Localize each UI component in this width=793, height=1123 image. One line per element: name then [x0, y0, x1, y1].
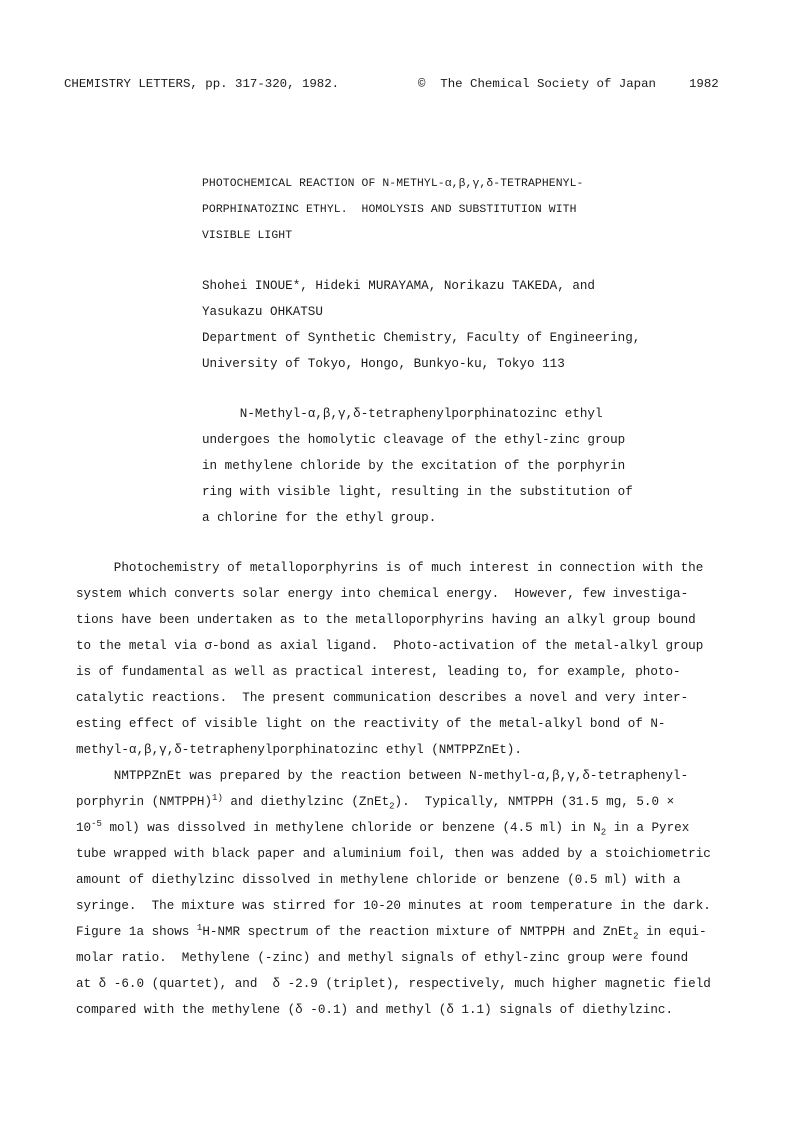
body-text-line: syringe. The mixture was stirred for 10-20 minutes at room temperature in the dark.: [76, 899, 711, 913]
body-text-line: tions have been undertaken as to the metalloporphyrins having an alkyl group bound: [76, 613, 696, 627]
abstract-line: N-Methyl-α,β,γ,δ-tetraphenylporphinatozinc ethyl: [202, 407, 603, 421]
reference-marker: 1): [212, 792, 223, 803]
abstract-line: undergoes the homolytic cleavage of the ethyl-zinc group: [202, 433, 626, 447]
author-line: Shohei INOUE*, Hideki MURAYAMA, Norikazu TAKEDA, and: [202, 279, 595, 293]
abstract-line: a chlorine for the ethyl group.: [202, 511, 437, 525]
body-text-line: tube wrapped with black paper and aluminium foil, then was added by a stoichiometric: [76, 847, 711, 861]
body-text-line: porphyrin (NMTPPH)$^{1)}$ and diethylzinc (ZnEt$_2$). Typically, NMTPPH (31.5 mg, 5.0 ×: [76, 792, 675, 812]
paper-title-line: PHOTOCHEMICAL REACTION OF N-METHYL-α,β,γ,δ-TETRAPHENYL-: [202, 178, 584, 190]
body-text-line: NMTPPZnEt was prepared by the reaction between N-methyl-α,β,γ,δ-tetraphenyl-: [76, 769, 689, 783]
body-text-line: to the metal via σ-bond as axial ligand. Photo-activation of the metal-alkyl group: [76, 639, 704, 653]
paper-title-line: VISIBLE LIGHT: [202, 230, 293, 242]
body-text-line: esting effect of visible light on the reactivity of the metal-alkyl bond of N-: [76, 717, 666, 731]
body-text-line: is of fundamental as well as practical interest, leading to, for example, photo-: [76, 665, 681, 679]
affiliation-line: Department of Synthetic Chemistry, Faculty of Engineering,: [202, 331, 641, 345]
body-text-line: catalytic reactions. The present communication describes a novel and very inter-: [76, 691, 689, 705]
body-text-line: $10^{-5}$ mol) was dissolved in methylene chloride or benzene (4.5 ml) in $N_2$ in a Pyrex: [76, 818, 690, 838]
body-text-line: methyl-α,β,γ,δ-tetraphenylporphinatozinc ethyl (NMTPPZnEt).: [76, 743, 522, 757]
body-text-line: compared with the methylene (δ -0.1) and methyl (δ 1.1) signals of diethylzinc.: [76, 1003, 674, 1017]
body-text-line: at δ -6.0 (quartet), and δ -2.9 (triplet), respectively, much higher magnetic field: [76, 977, 711, 991]
paper-title-line: PORPHINATOZINC ETHYL. HOMOLYSIS AND SUBSTITUTION WITH: [202, 204, 577, 216]
body-text-line: molar ratio. Methylene (-zinc) and methyl signals of ethyl-zinc group were found: [76, 951, 689, 965]
copyright-notice: © The Chemical Society of Japan: [418, 77, 656, 91]
body-text-line: Figure 1a shows $^1$H-NMR spectrum of the reaction mixture of NMTPPH and ZnEt$_2$ in equi-: [76, 922, 707, 942]
journal-citation: CHEMISTRY LETTERS, pp. 317-320, 1982.: [64, 77, 340, 91]
author-line: Yasukazu OHKATSU: [202, 305, 323, 319]
body-text-line: amount of diethylzinc dissolved in methylene chloride or benzene (0.5 ml) with a: [76, 873, 681, 887]
abstract-line: in methylene chloride by the excitation of the porphyrin: [202, 459, 626, 473]
abstract-line: ring with visible light, resulting in the substitution of: [202, 485, 633, 499]
publication-year: 1982: [689, 77, 719, 91]
body-text-line: system which converts solar energy into chemical energy. However, few investiga-: [76, 587, 689, 601]
affiliation-line: University of Tokyo, Hongo, Bunkyo-ku, Tokyo 113: [202, 357, 565, 371]
body-text-line: Photochemistry of metalloporphyrins is of much interest in connection with the: [76, 561, 704, 575]
